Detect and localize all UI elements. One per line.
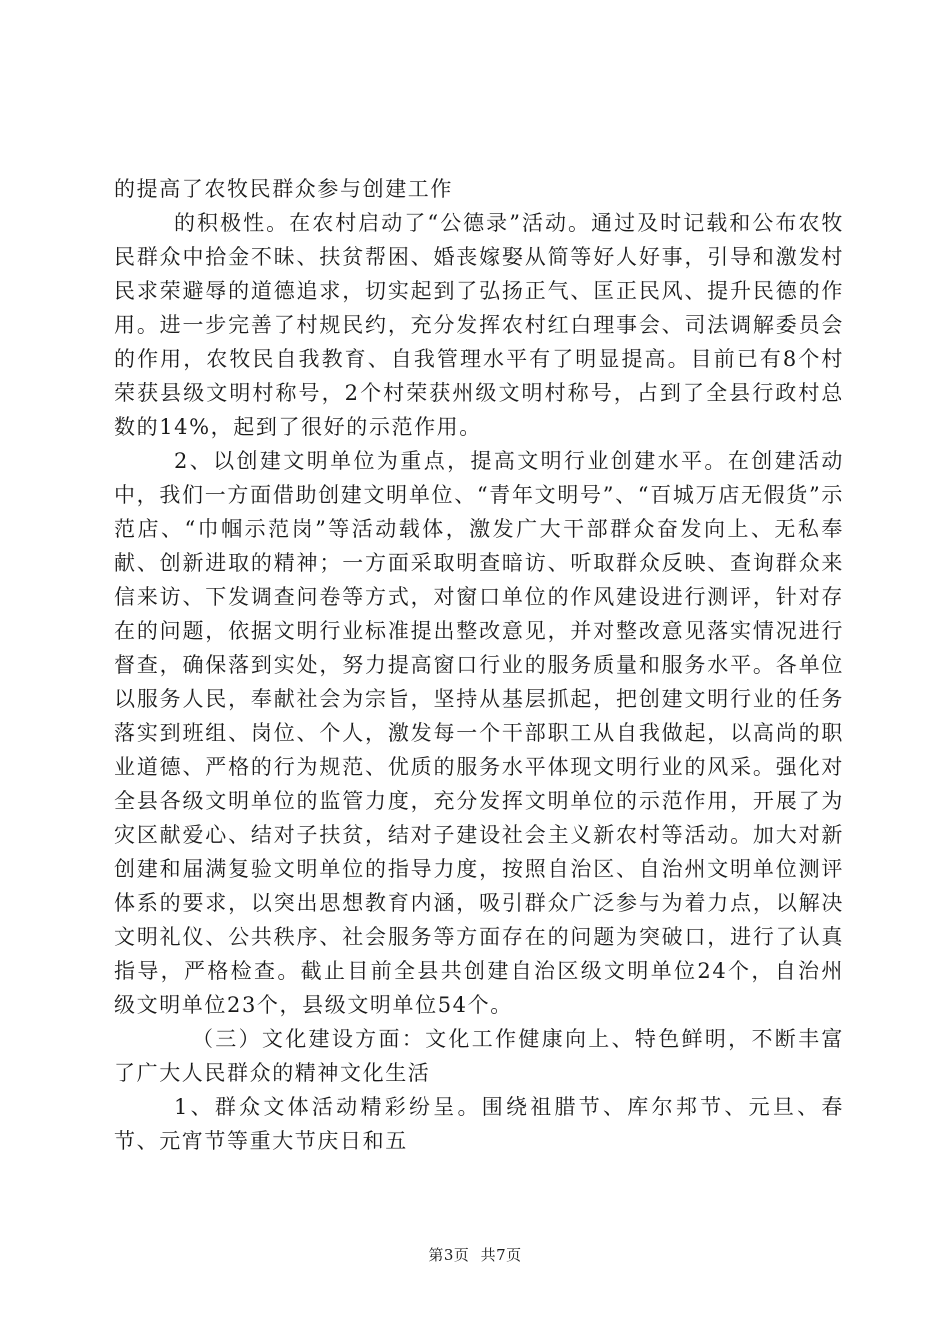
document-body bbox=[114, 172, 844, 1158]
section-heading-culture: （三）文化建设方面：文化工作健康向上、特色鲜明，不断丰富了广大人民群众的精神文化生活 bbox=[114, 1027, 844, 1085]
paragraph-civilized-units: 2、以创建文明单位为重点，提高文明行业创建水平。在创建活动中，我们一方面借助创建文明单位、“青年文明号”、“百城万店无假货”示范店、“巾帼示范岗”等活动载体，激发广大干部群众奋发向上、无私奉献、创新进取的精神；一方面采取明查暗访、听取群众反映、查询群众来信来访、下发调查问卷等方式，对窗口单位的作风建设进行测评，针对存在的问题，依据文明行业标准提出整改意见，并对整改意见落实情况进行督查，确保落到实处，努力提高窗口行业的服务质量和服务水平。各单位以服务人民，奉献社会为宗旨，坚持从基层抓起，把创建文明行业的任务落实到班组、岗位、个人，激发每一个干部职工从自我做起，以高尚的职业道德、严格的行为规范、优质的服务水平体现文明行业的风采。强化对全县各级文明单位的监管力度，充分发挥文明单位的示范作用，开展了为灾区献爱心、结对子扶贫，结对子建设社会主义新农村等活动。加大对新创建和届满复验文明单位的指导力度，按照自治区、自治州文明单位测评体系的要求，以突出思想教育内涵，吸引群众广泛参与为着力点，以解决文明礼仪、公共秩序、社会服务等方面存在的问题为突破口，进行了认真指导，严格检查。截止目前全县共创建自治区级文明单位24个，自治州级文明单位23个，县级文明单位54个。 bbox=[114, 449, 844, 1017]
page-number: 第3页 bbox=[428, 1246, 470, 1264]
page-footer bbox=[0, 1244, 950, 1265]
paragraph-cultural-activities: 1、群众文体活动精彩纷呈。围绕祖腊节、库尔邦节、元旦、春节、元宵节等重大节庆日和五 bbox=[114, 1095, 844, 1153]
paragraph-fragment-top: 的提高了农牧民群众参与创建工作 bbox=[114, 177, 453, 201]
page-total: 共7页 bbox=[480, 1246, 522, 1264]
paragraph-public-morality: 的积极性。在农村启动了“公德录”活动。通过及时记载和公布农牧民群众中拾金不昧、扶贫帮困、婚丧嫁娶从简等好人好事，引导和激发村民求荣避辱的道德追求，切实起到了弘扬正气、匡正民风、提升民德的作用。进一步完善了村规民约，充分发挥农村红白理事会、司法调解委员会的作用，农牧民自我教育、自我管理水平有了明显提高。目前已有8个村荣获县级文明村称号，2个村荣获州级文明村称号，占到了全县行政村总数的14%，起到了很好的示范作用。 bbox=[114, 211, 844, 439]
